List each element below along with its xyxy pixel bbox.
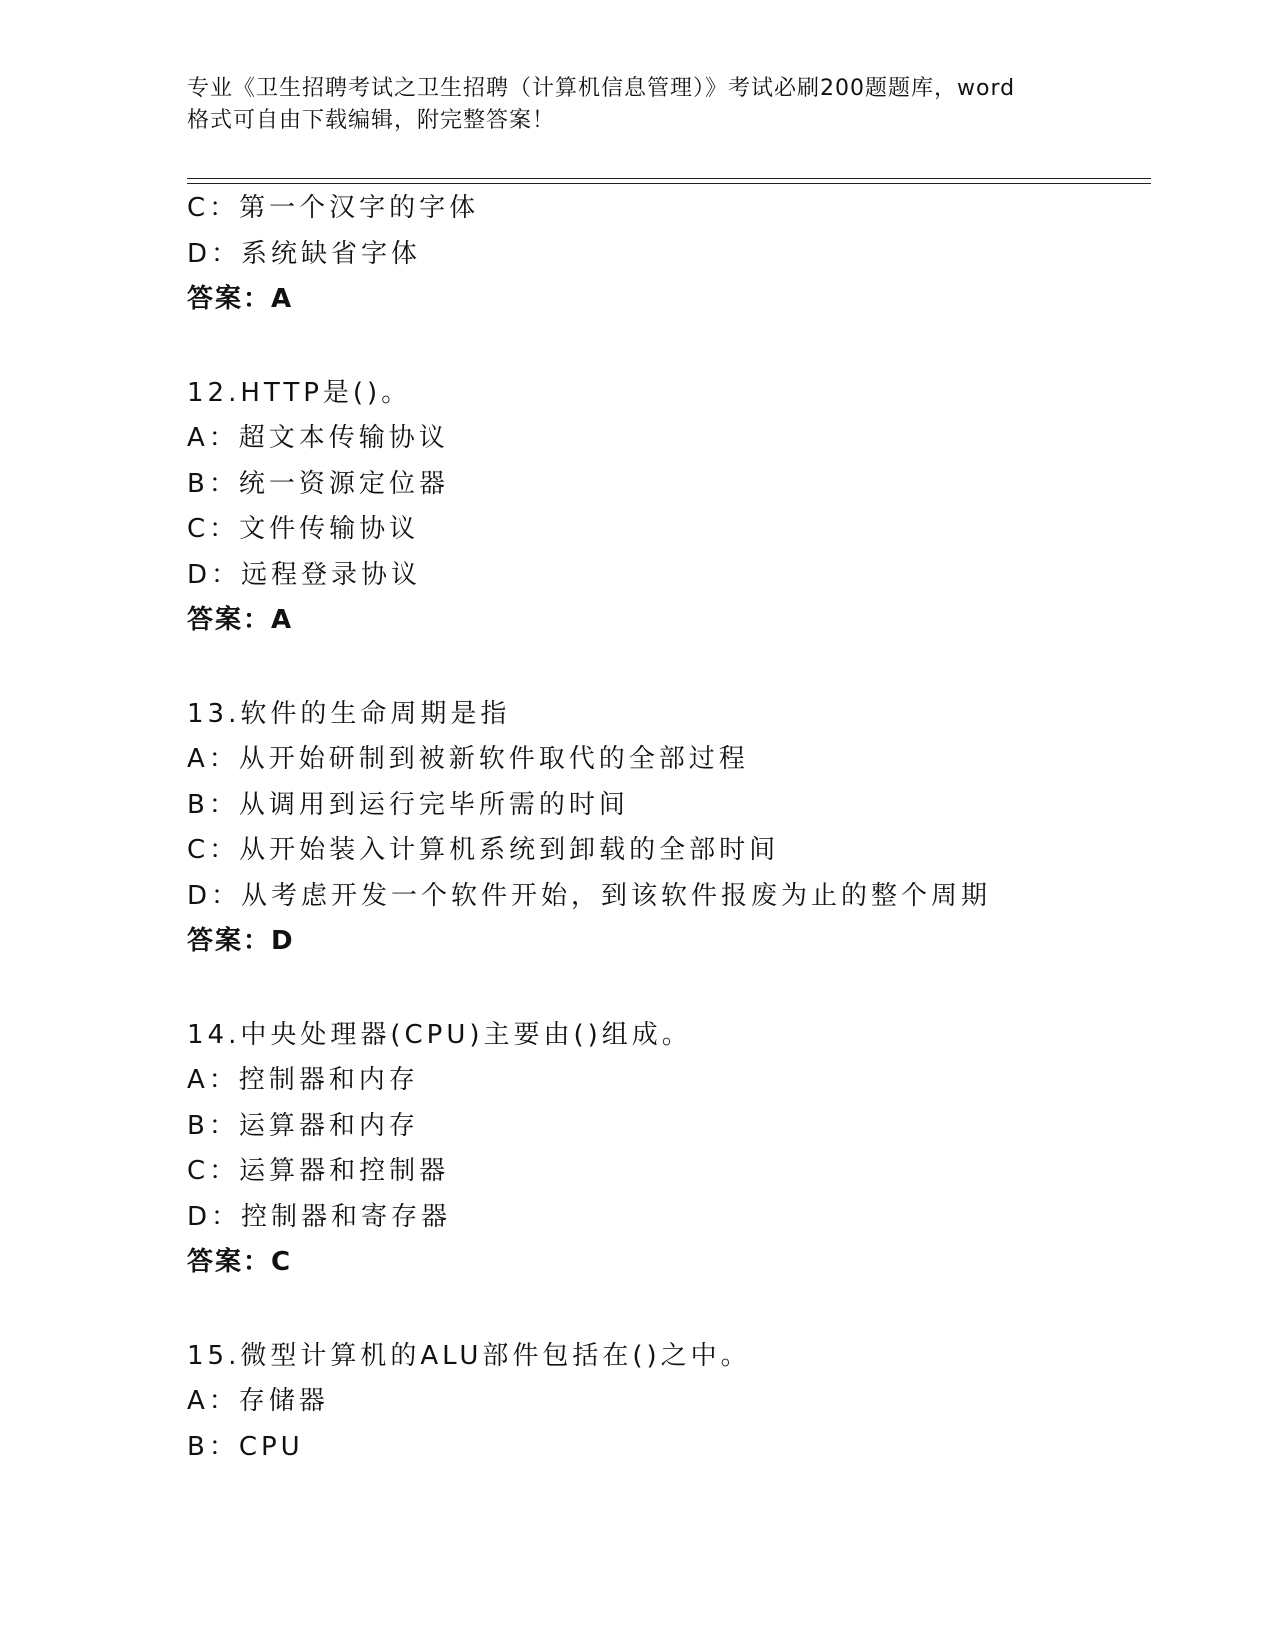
header-divider-top	[187, 178, 1151, 179]
block-spacer	[187, 644, 1151, 692]
question-option: A：控制器和内存	[187, 1065, 419, 1095]
question-stem: 15.微型计算机的ALU部件包括在()之中。	[187, 1340, 751, 1371]
question-option: C：第一个汉字的字体	[187, 193, 480, 223]
question-block	[187, 1334, 1151, 1471]
question-option: B：CPU	[187, 1431, 304, 1462]
question-option: B：从调用到运行完毕所需的时间	[187, 789, 629, 820]
question-option: C：文件传输协议	[187, 514, 420, 544]
question-stem: 13.软件的生命周期是指	[187, 698, 511, 729]
question-answer: 答案：D	[187, 926, 295, 956]
question-option: A：从开始研制到被新软件取代的全部过程	[187, 744, 749, 774]
question-stem: 12.HTTP是()。	[187, 377, 412, 408]
document-header	[187, 73, 1087, 137]
question-option: B：运算器和内存	[187, 1110, 419, 1141]
question-option: A：存储器	[187, 1386, 329, 1416]
question-answer: 答案：C	[187, 1247, 293, 1277]
question-option: D：从考虑开发一个软件开始，到该软件报废为止的整个周期	[187, 880, 992, 911]
question-list	[187, 186, 1151, 1470]
question-block	[187, 371, 1151, 644]
question-stem: 14.中央处理器(CPU)主要由()组成。	[187, 1019, 692, 1050]
question-option: D：远程登录协议	[187, 559, 422, 590]
header-line-1: 专业《卫生招聘考试之卫生招聘（计算机信息管理）》考试必刷200题题库，word	[187, 76, 1016, 101]
question-answer: 答案：A	[187, 284, 294, 314]
block-spacer	[187, 965, 1151, 1013]
question-option: D：控制器和寄存器	[187, 1201, 452, 1232]
question-block	[187, 1013, 1151, 1286]
question-option: C：运算器和控制器	[187, 1156, 450, 1186]
block-spacer	[187, 1286, 1151, 1334]
question-answer: 答案：A	[187, 605, 294, 635]
block-spacer	[187, 323, 1151, 371]
question-option: A：超文本传输协议	[187, 423, 449, 453]
question-block	[187, 186, 1151, 323]
header-divider-bottom	[187, 183, 1151, 184]
question-option: B：统一资源定位器	[187, 468, 449, 499]
header-line-2: 格式可自由下载编辑，附完整答案！	[187, 108, 556, 133]
question-option: D：系统缺省字体	[187, 238, 422, 269]
question-block	[187, 692, 1151, 965]
question-option: C：从开始装入计算机系统到卸载的全部时间	[187, 835, 780, 865]
